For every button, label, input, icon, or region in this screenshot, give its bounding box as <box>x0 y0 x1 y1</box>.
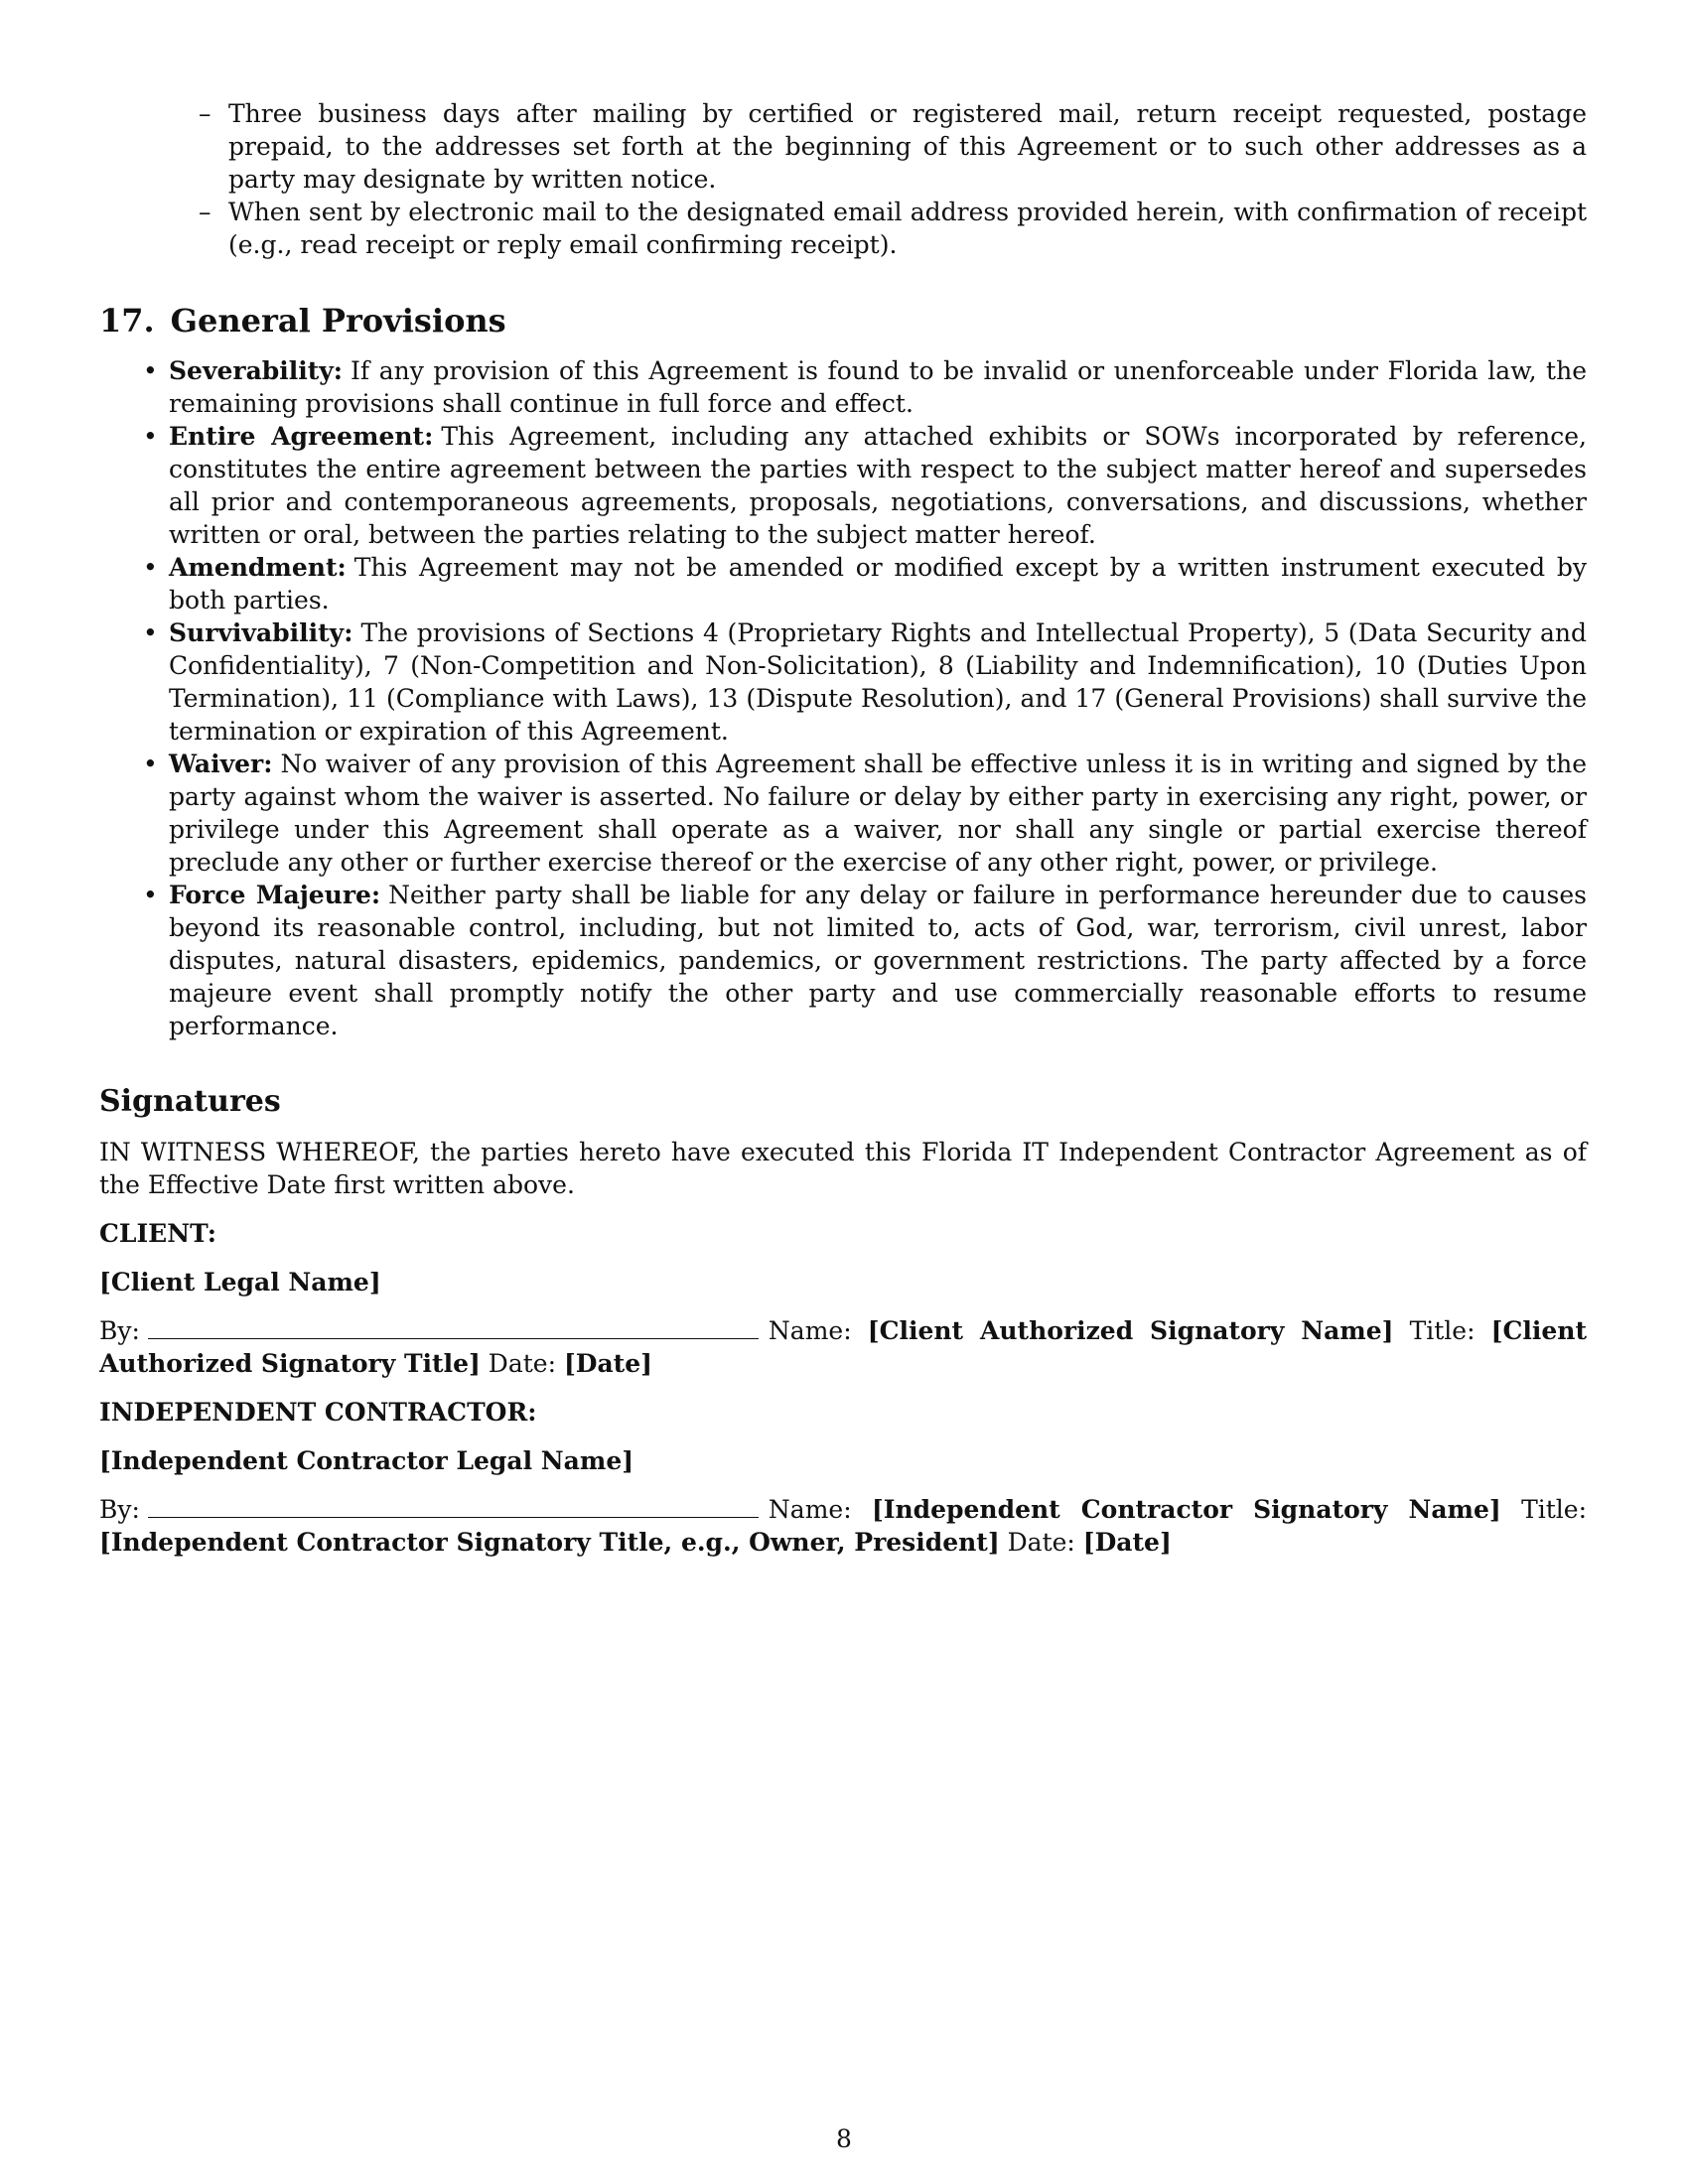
section-heading <box>99 301 1587 341</box>
client-legal-name: [Client Legal Name] <box>99 1268 381 1297</box>
page-number: 8 <box>836 2124 852 2153</box>
provision-label: Survivability: <box>169 618 353 647</box>
date-label: Date: <box>488 1349 557 1378</box>
notice-methods-list <box>99 97 1587 261</box>
title-label: Title: <box>1409 1316 1476 1345</box>
client-date: [Date] <box>563 1349 652 1378</box>
provision-text: This Agreement may not be amended or modified except by a written instrument executed by both parties. <box>169 553 1587 614</box>
provision-text: The provisions of Sections 4 (Proprietary Rights and Intellectual Property), 5 (Data Security and Confidentiality), 7 (Non-Competition and Non-Solicitation), 8 (Liability and Indemnification), 10 (Duties Upon Termination), 11 (Compliance with Laws), 13 (Dispute Resolution), and 17 (General Provisions) shall survive the termination or expiration of this Agreement. <box>169 618 1587 746</box>
section-number: 17. <box>99 302 155 340</box>
provision-label: Amendment: <box>169 553 347 582</box>
list-item <box>143 748 1587 879</box>
provision-label: Waiver: <box>169 750 273 778</box>
client-signatory-name: [Client Authorized Signatory Name] <box>867 1316 1394 1345</box>
date-label: Date: <box>1007 1528 1075 1557</box>
list-item <box>143 879 1587 1042</box>
contractor-signatory-title: [Independent Contractor Signatory Title, e.g., Owner, President] <box>99 1528 1000 1557</box>
provision-label: Entire Agreement: <box>169 422 434 451</box>
name-label: Name: <box>768 1316 852 1345</box>
client-signature-line[interactable] <box>148 1314 759 1339</box>
client-heading: CLIENT: <box>99 1219 217 1248</box>
provision-label: Force Majeure: <box>169 881 381 909</box>
contractor-signature-line[interactable] <box>148 1493 759 1518</box>
witness-paragraph: IN WITNESS WHEREOF, the parties hereto have executed this Florida IT Independent Contractor Agreement as of the Effective Date first written above. <box>99 1138 1587 1199</box>
signatures-heading: Signatures <box>99 1084 281 1119</box>
name-label: Name: <box>768 1495 852 1524</box>
contractor-date: [Date] <box>1082 1528 1172 1557</box>
by-label: By: <box>99 1495 140 1524</box>
bullet-marker: • <box>143 750 158 778</box>
contractor-heading: INDEPENDENT CONTRACTOR: <box>99 1398 537 1427</box>
list-item <box>143 551 1587 616</box>
section-title: General Provisions <box>170 302 506 340</box>
provision-label: Severability: <box>169 356 344 385</box>
title-label: Title: <box>1521 1495 1587 1524</box>
dash-marker: – <box>199 99 211 128</box>
client-signatory-title: [Client Authorized Signatory Title] <box>99 1316 1587 1378</box>
dash-marker: – <box>199 198 211 226</box>
provision-text: This Agreement, including any attached exhibits or SOWs incorporated by reference, constitutes the entire agreement between the parties with respect to the subject matter hereof and supersedes all prior and contemporaneous agreements, proposals, negotiations, conversations, and discussions, whether written or oral, between the parties relating to the subject matter hereof. <box>169 422 1587 549</box>
contractor-signature-block <box>99 1493 1587 1559</box>
list-item <box>143 616 1587 748</box>
provision-text: If any provision of this Agreement is found to be invalid or unenforceable under Florida law, the remaining provisions shall continue in full force and effect. <box>169 356 1587 418</box>
bullet-marker: • <box>143 881 158 909</box>
provision-text: No waiver of any provision of this Agreement shall be effective unless it is in writing and signed by the party against whom the waiver is asserted. No failure or delay by either party in exercising any right, power, or privilege under this Agreement shall operate as a waiver, nor shall any single or partial exercise thereof preclude any other or further exercise thereof or the exercise of any other right, power, or privilege. <box>169 750 1587 877</box>
provisions-list <box>99 354 1587 1042</box>
client-signature-block <box>99 1314 1587 1380</box>
contractor-signatory-name: [Independent Contractor Signatory Name] <box>871 1495 1501 1524</box>
list-item <box>143 354 1587 420</box>
list-item <box>199 196 1587 261</box>
list-item <box>143 420 1587 551</box>
provision-text: Neither party shall be liable for any delay or failure in performance hereunder due to causes beyond its reasonable control, including, but not limited to, acts of God, war, terrorism, civil unrest, labor disputes, natural disasters, epidemics, pandemics, or government restrictions. The party affected by a force majeure event shall promptly notify the other party and use commercially reasonable efforts to resume performance. <box>169 881 1587 1040</box>
notice-item-text: When sent by electronic mail to the designated email address provided herein, with confirmation of receipt (e.g., read receipt or reply email confirming receipt). <box>228 198 1587 259</box>
by-label: By: <box>99 1316 140 1345</box>
list-item <box>199 97 1587 196</box>
notice-item-text: Three business days after mailing by certified or registered mail, return receipt requested, postage prepaid, to the addresses set forth at the beginning of this Agreement or to such other addresses as a party may designate by written notice. <box>228 99 1587 194</box>
bullet-marker: • <box>143 356 158 385</box>
bullet-marker: • <box>143 553 158 582</box>
bullet-marker: • <box>143 422 158 451</box>
contractor-legal-name: [Independent Contractor Legal Name] <box>99 1446 634 1475</box>
bullet-marker: • <box>143 618 158 647</box>
document-page <box>99 97 1587 1574</box>
